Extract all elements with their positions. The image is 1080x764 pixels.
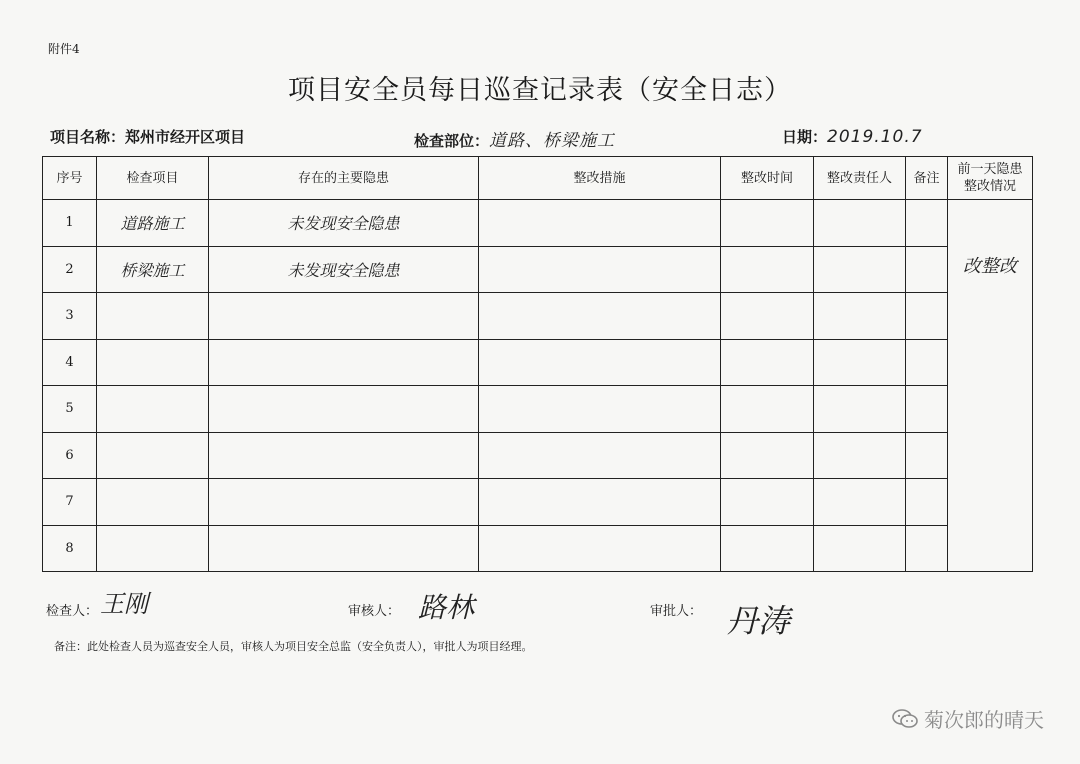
measure-cell [479,200,721,247]
row-no-cell: 8 [43,525,97,572]
reviewer-signature: 路林 [418,591,475,624]
remark-cell [906,246,948,293]
inspection-item-cell: 道路施工 [97,200,209,247]
time-cell [721,200,814,247]
hazard-cell [209,293,479,340]
footnote: 备注：此处检查人员为巡查安全人员，审核人为项目安全总监（安全负责人），审批人为项目经理。 [54,640,533,653]
person-cell [814,386,906,433]
prev-day-status-cell [948,200,1033,572]
reviewer-label: 审核人： [348,604,401,619]
header-remark: 备注 [906,157,948,200]
person-cell [814,246,906,293]
measure-cell [479,525,721,572]
inspection-item-cell: 桥梁施工 [97,246,209,293]
inspection-item-cell [97,432,209,479]
date-field [782,126,923,147]
remark-cell [906,293,948,340]
inspection-table [42,156,1033,572]
prev-day-status-value: 改整改 [963,256,1017,277]
approver-signature: 丹涛 [726,602,791,640]
inspector-signature: 王刚 [100,590,148,618]
person-cell [814,525,906,572]
person-cell [814,479,906,526]
table-row [43,293,1033,340]
table-row [43,525,1033,572]
measure-cell [479,339,721,386]
measure-cell [479,479,721,526]
row-no-cell: 6 [43,432,97,479]
header-no: 序号 [43,157,97,200]
hazard-cell [209,432,479,479]
measure-cell [479,432,721,479]
page-title: 项目安全员每日巡查记录表（安全日志） [288,75,792,106]
table-row [43,479,1033,526]
row-no-cell: 3 [43,293,97,340]
table-row [43,386,1033,433]
wechat-icon [892,709,918,729]
measure-cell [479,246,721,293]
time-cell [721,246,814,293]
remark-cell [906,200,948,247]
time-cell [721,525,814,572]
person-cell [814,293,906,340]
row-no-cell: 2 [43,246,97,293]
measure-cell [479,386,721,433]
inspection-item-cell [97,525,209,572]
table-header-row [43,157,1033,200]
inspection-item-cell [97,339,209,386]
inspection-item-cell [97,386,209,433]
project-name-label: 项目名称： [50,128,126,146]
remark-cell [906,479,948,526]
row-no-cell: 4 [43,339,97,386]
project-name-field [50,126,245,147]
approver-label: 审批人： [650,604,703,619]
hazard-cell: 未发现安全隐患 [209,200,479,247]
inspection-dept-label: 检查部位： [414,132,490,150]
table-row [43,432,1033,479]
header-time: 整改时间 [721,157,814,200]
header-prev-day: 前一天隐患 整改情况 [948,157,1033,200]
inspection-item-cell [97,293,209,340]
row-no-cell: 5 [43,386,97,433]
remark-cell [906,432,948,479]
person-cell [814,200,906,247]
header-person: 整改责任人 [814,157,906,200]
watermark-text: 菊次郎的晴天 [924,710,1044,732]
hazard-cell: 未发现安全隐患 [209,246,479,293]
time-cell [721,339,814,386]
header-measure: 整改措施 [479,157,721,200]
time-cell [721,386,814,433]
row-no-cell: 7 [43,479,97,526]
row-no-cell: 1 [43,200,97,247]
person-cell [814,339,906,386]
date-value: 2019.10.7 [827,127,923,147]
inspection-dept-field [414,126,615,151]
attachment-label: 附件4 [48,42,80,56]
remark-cell [906,386,948,433]
person-cell [814,432,906,479]
table-row [43,246,1033,293]
hazard-cell [209,525,479,572]
time-cell [721,479,814,526]
hazard-cell [209,386,479,433]
date-label: 日期： [782,128,828,146]
project-name-value: 郑州市经开区项目 [125,128,246,146]
remark-cell [906,525,948,572]
table-row [43,339,1033,386]
time-cell [721,293,814,340]
header-item: 检查项目 [97,157,209,200]
header-hazard: 存在的主要隐患 [209,157,479,200]
hazard-cell [209,339,479,386]
remark-cell [906,339,948,386]
inspection-dept-value: 道路、桥梁施工 [489,131,616,151]
table-row [43,200,1033,247]
time-cell [721,432,814,479]
watermark [892,704,1044,733]
hazard-cell [209,479,479,526]
inspector-label: 检查人： [46,604,99,619]
inspection-item-cell [97,479,209,526]
measure-cell [479,293,721,340]
